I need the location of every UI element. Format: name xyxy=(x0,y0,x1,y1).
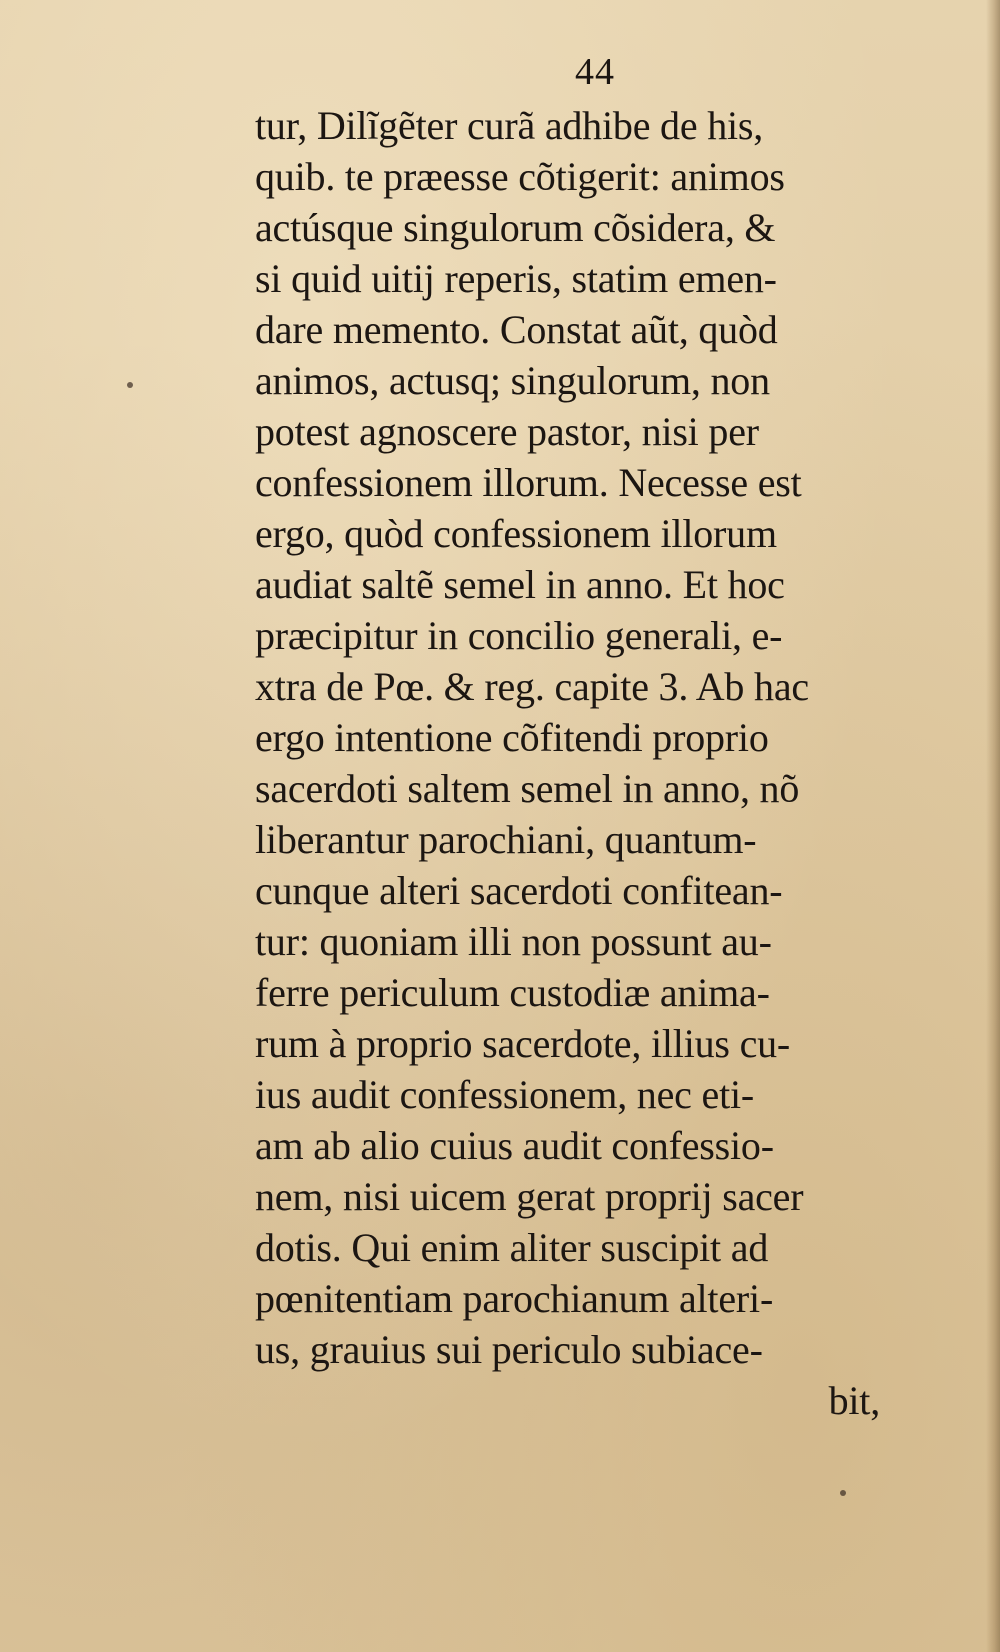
text-line-19: rum à proprio sacerdote, illius cu- xyxy=(255,1021,791,1066)
text-line-2: quib. te præesse cõtigerit: animos xyxy=(255,154,785,199)
text-line-6: animos, actusq; singulorum, non xyxy=(255,358,770,403)
text-line-11: præcipitur in concilio generali, e- xyxy=(255,613,783,658)
text-line-9: ergo, quòd confessionem illorum xyxy=(255,511,777,556)
text-line-12: xtra de Pœ. & reg. capite 3. Ab hac xyxy=(255,664,809,709)
text-line-20: ius audit confessionem, nec eti- xyxy=(255,1072,755,1117)
text-line-22: nem, nisi uicem gerat proprij sacer xyxy=(255,1174,804,1219)
text-line-15: liberantur parochiani, quantum- xyxy=(255,817,757,862)
text-line-23: dotis. Qui enim aliter suscipit ad xyxy=(255,1225,769,1270)
text-line-5: dare memento. Constat aũt, quòd xyxy=(255,307,778,352)
text-line-4: si quid uitij reperis, statim emen- xyxy=(255,256,777,301)
catchword: bit, xyxy=(828,1378,880,1423)
text-line-14: sacerdoti saltem semel in anno, nõ xyxy=(255,766,800,811)
text-line-13: ergo intentione cõfitendi proprio xyxy=(255,715,769,760)
body-text xyxy=(255,100,935,1426)
text-line-25: us, grauius sui periculo subiace- xyxy=(255,1327,763,1372)
text-line-10: audiat saltẽ semel in anno. Et hoc xyxy=(255,562,785,607)
text-line-18: ferre periculum custodiæ anima- xyxy=(255,970,770,1015)
book-page xyxy=(255,50,935,1430)
text-line-8: confessionem illorum. Necesse est xyxy=(255,460,802,505)
text-line-21: am ab alio cuius audit confessio- xyxy=(255,1123,774,1168)
text-line-17: tur: quoniam illi non possunt au- xyxy=(255,919,772,964)
text-line-3: actúsque singulorum cõsidera, & xyxy=(255,205,776,250)
page-edge-shadow xyxy=(986,0,1000,1652)
ink-speck xyxy=(127,382,133,388)
ink-speck xyxy=(840,1490,846,1496)
text-line-1: tur, Dilĩgẽter curã adhibe de his, xyxy=(255,103,764,148)
text-line-16: cunque alteri sacerdoti confitean- xyxy=(255,868,783,913)
text-line-24: pœnitentiam parochianum alteri- xyxy=(255,1276,774,1321)
page-number: 44 xyxy=(575,51,615,93)
text-line-7: potest agnoscere pastor, nisi per xyxy=(255,409,759,454)
